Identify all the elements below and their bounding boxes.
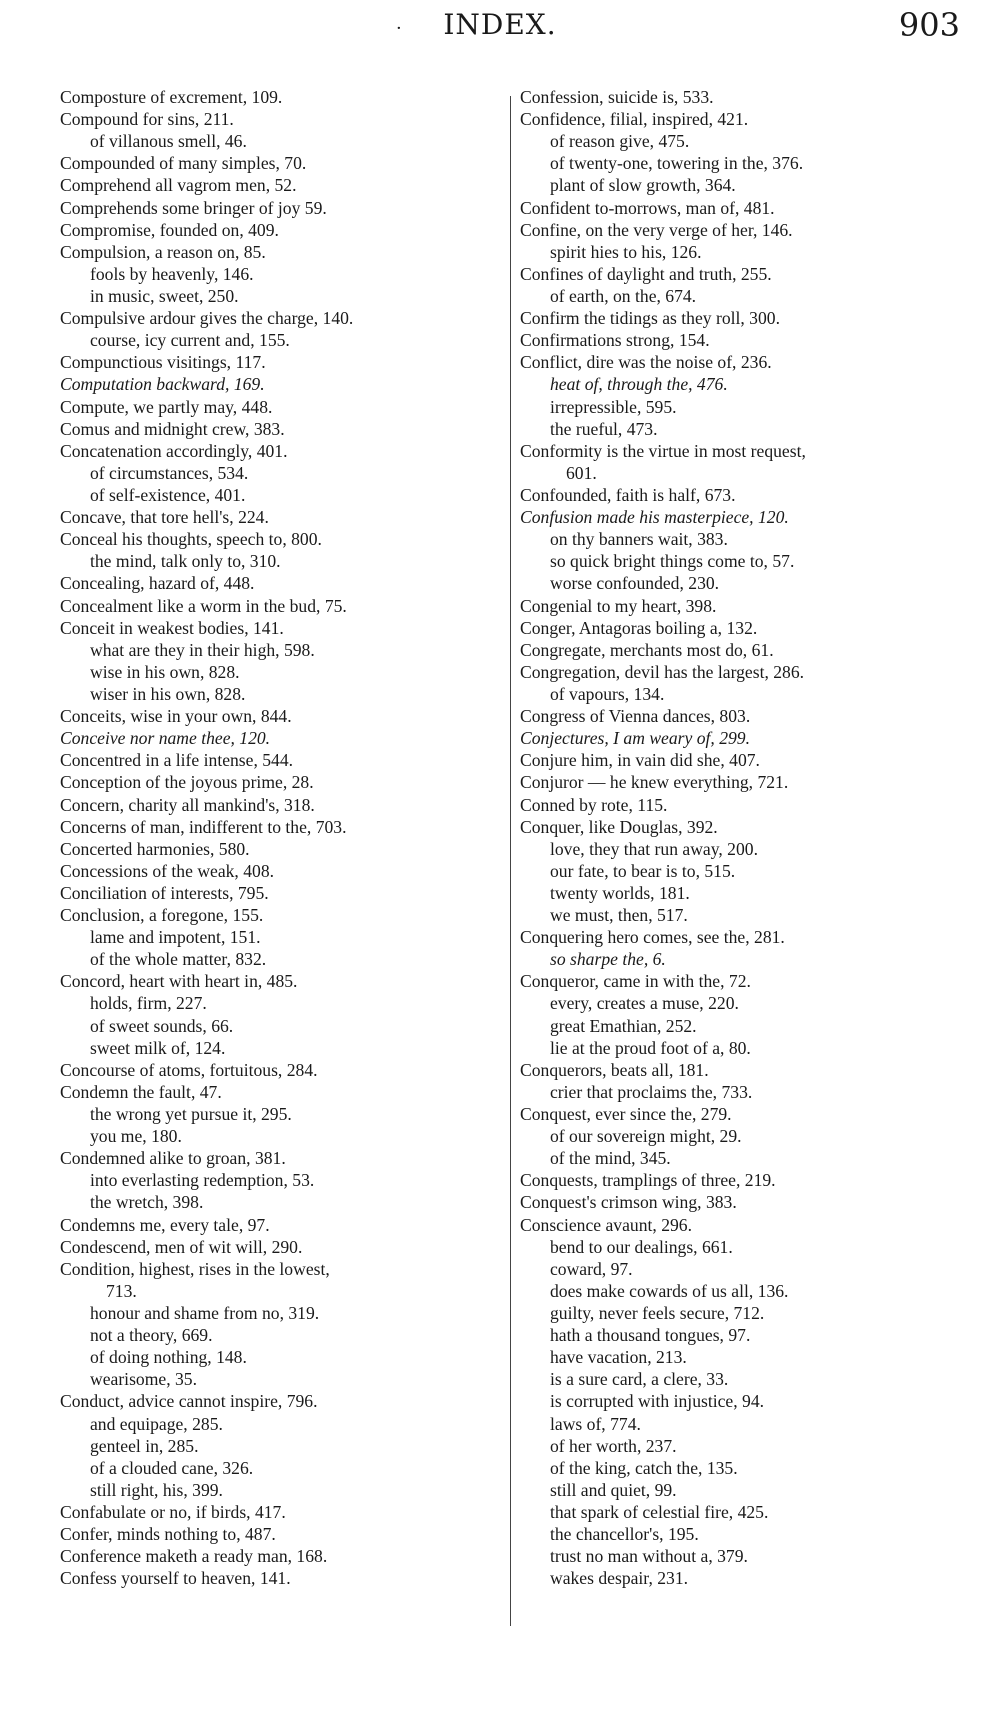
index-subentry: laws of, 774. — [550, 1413, 641, 1434]
index-entry: Confounded, faith is half, 673. — [520, 484, 736, 505]
index-subentry: of our sovereign might, 29. — [550, 1126, 742, 1147]
index-subentry: honour and shame from no, 319. — [90, 1303, 320, 1324]
index-entry: Condemned alike to groan, 381. — [60, 1148, 286, 1169]
index-entry: Conqueror, came in with the, 72. — [520, 971, 751, 992]
index-subentry: not a theory, 669. — [90, 1325, 213, 1346]
index-entry: Confines of daylight and truth, 255. — [520, 263, 772, 284]
index-subentry: twenty worlds, 181. — [550, 882, 690, 903]
index-entry: Conjure him, in vain did she, 407. — [520, 750, 760, 771]
index-subentry: fools by heavenly, 146. — [90, 263, 254, 284]
index-entry: Conduct, advice cannot inspire, 796. — [60, 1391, 318, 1412]
index-subentry: you me, 180. — [90, 1126, 182, 1147]
index-subentry: wearisome, 35. — [90, 1369, 197, 1390]
index-subentry: worse confounded, 230. — [550, 573, 720, 594]
index-entry: Congress of Vienna dances, 803. — [520, 706, 751, 727]
index-subentry: sweet milk of, 124. — [90, 1037, 226, 1058]
right-index-column — [520, 86, 970, 1589]
index-subentry: of the king, catch the, 135. — [550, 1457, 738, 1478]
index-entry: Concessions of the weak, 408. — [60, 860, 275, 881]
index-entry: Conquering hero comes, see the, 281. — [520, 927, 785, 948]
index-entry: Congregation, devil has the largest, 286. — [520, 661, 805, 682]
index-entry: Conference maketh a ready man, 168. — [60, 1546, 328, 1567]
index-entry: Conceal his thoughts, speech to, 800. — [60, 529, 322, 550]
index-subentry: of villanous smell, 46. — [90, 131, 247, 152]
index-subentry: the rueful, 473. — [550, 418, 658, 439]
index-subentry: of twenty-one, towering in the, 376. — [550, 153, 804, 174]
index-subentry: bend to our dealings, 661. — [550, 1236, 733, 1257]
index-entry: Condemns me, every tale, 97. — [60, 1214, 270, 1235]
index-entry: Concave, that tore hell's, 224. — [60, 507, 269, 528]
index-subentry: the wretch, 398. — [90, 1192, 204, 1213]
index-subentry: is corrupted with injustice, 94. — [550, 1391, 765, 1412]
index-entry: Comus and midnight crew, 383. — [60, 418, 285, 439]
index-subentry: great Emathian, 252. — [550, 1015, 697, 1036]
index-entry: Conciliation of interests, 795. — [60, 882, 269, 903]
index-subentry: of the whole matter, 832. — [90, 949, 267, 970]
index-subentry: trust no man without a, 379. — [550, 1546, 748, 1567]
index-entry: Concentred in a life intense, 544. — [60, 750, 294, 771]
index-entry: Compulsion, a reason on, 85. — [60, 241, 266, 262]
index-subentry: love, they that run away, 200. — [550, 838, 758, 859]
index-subentry: and equipage, 285. — [90, 1413, 223, 1434]
index-subentry: of sweet sounds, 66. — [90, 1015, 234, 1036]
index-entry: Conceit in weakest bodies, 141. — [60, 617, 284, 638]
index-entry: Compounded of many simples, 70. — [60, 153, 307, 174]
index-entry: Compromise, founded on, 409. — [60, 219, 279, 240]
index-entry-continuation: 601. — [566, 462, 597, 483]
index-entry: Conformity is the virtue in most request, — [520, 440, 806, 461]
index-subentry: in music, sweet, 250. — [90, 285, 239, 306]
index-subentry: of her worth, 237. — [550, 1435, 677, 1456]
index-entry: Confess yourself to heaven, 141. — [60, 1568, 291, 1589]
index-subentry: course, icy current and, 155. — [90, 330, 290, 351]
index-entry: Conjectures, I am weary of, 299. — [520, 728, 750, 749]
index-entry: Compunctious visitings, 117. — [60, 352, 266, 373]
index-entry: Conflict, dire was the noise of, 236. — [520, 352, 772, 373]
page-number: 903 — [898, 6, 960, 44]
index-entry: Confer, minds nothing to, 487. — [60, 1524, 276, 1545]
index-subentry: does make cowards of us all, 136. — [550, 1280, 789, 1301]
index-entry: Conception of the joyous prime, 28. — [60, 772, 314, 793]
index-subentry: lie at the proud foot of a, 80. — [550, 1037, 751, 1058]
index-entry: Conger, Antagoras boiling a, 132. — [520, 617, 758, 638]
index-subentry: into everlasting redemption, 53. — [90, 1170, 315, 1191]
index-subentry: of reason give, 475. — [550, 131, 690, 152]
index-subentry: of doing nothing, 148. — [90, 1347, 247, 1368]
index-subentry: still right, his, 399. — [90, 1479, 223, 1500]
index-entry: Compute, we partly may, 448. — [60, 396, 273, 417]
index-subentry: we must, then, 517. — [550, 905, 688, 926]
index-entry: Compulsive ardour gives the charge, 140. — [60, 308, 354, 329]
index-subentry: heat of, through the, 476. — [550, 374, 728, 395]
index-entry: Confession, suicide is, 533. — [520, 87, 714, 107]
index-subentry: irrepressible, 595. — [550, 396, 677, 417]
index-entry: Conned by rote, 115. — [520, 794, 668, 815]
index-entry: Comprehend all vagrom men, 52. — [60, 175, 297, 196]
index-entry: Conceive nor name thee, 120. — [60, 728, 271, 749]
index-subentry: every, creates a muse, 220. — [550, 993, 739, 1014]
index-subentry: genteel in, 285. — [90, 1435, 199, 1456]
index-subentry: so sharpe the, 6. — [550, 949, 666, 970]
index-entry: Concerns of man, indifferent to the, 703. — [60, 816, 347, 837]
index-entry: Conceits, wise in your own, 844. — [60, 706, 292, 727]
index-entry: Composture of excrement, 109. — [60, 87, 283, 107]
index-subentry: hath a thousand tongues, 97. — [550, 1325, 751, 1346]
index-entry: Concealing, hazard of, 448. — [60, 573, 255, 594]
index-entry: Confusion made his masterpiece, 120. — [520, 507, 789, 528]
index-subentry: our fate, to bear is to, 515. — [550, 860, 736, 881]
index-entry: Concern, charity all mankind's, 318. — [60, 794, 315, 815]
index-subentry: the mind, talk only to, 310. — [90, 551, 281, 572]
index-entry: Conclusion, a foregone, 155. — [60, 905, 264, 926]
index-entry: Conquer, like Douglas, 392. — [520, 816, 718, 837]
index-subentry: what are they in their high, 598. — [90, 639, 315, 660]
index-entry: Conquerors, beats all, 181. — [520, 1059, 709, 1080]
index-entry: Conquest's crimson wing, 383. — [520, 1192, 737, 1213]
index-entry: Conquests, tramplings of three, 219. — [520, 1170, 776, 1191]
left-index-column — [60, 86, 508, 1589]
index-subentry: of circumstances, 534. — [90, 462, 249, 483]
index-subentry: of the mind, 345. — [550, 1148, 671, 1169]
index-subentry: wakes despair, 231. — [550, 1568, 689, 1589]
index-subentry: of self-existence, 401. — [90, 484, 246, 505]
index-entry: Condition, highest, rises in the lowest, — [60, 1258, 330, 1279]
index-entry: Concerted harmonies, 580. — [60, 838, 250, 859]
column-divider — [510, 96, 511, 1626]
index-subentry: crier that proclaims the, 733. — [550, 1081, 753, 1102]
index-subentry: the wrong yet pursue it, 295. — [90, 1104, 292, 1125]
index-subentry: still and quiet, 99. — [550, 1479, 677, 1500]
index-subentry: so quick bright things come to, 57. — [550, 551, 795, 572]
index-entry: Concourse of atoms, fortuitous, 284. — [60, 1059, 318, 1080]
index-subentry: of a clouded cane, 326. — [90, 1457, 254, 1478]
index-entry: Congregate, merchants most do, 61. — [520, 639, 774, 660]
index-entry: Confidence, filial, inspired, 421. — [520, 109, 749, 130]
index-subentry: that spark of celestial fire, 425. — [550, 1502, 769, 1522]
index-entry: Congenial to my heart, 398. — [520, 595, 717, 616]
index-subentry: plant of slow growth, 364. — [550, 175, 736, 196]
index-entry: Confident to-morrows, man of, 481. — [520, 197, 775, 218]
index-entry: Condemn the fault, 47. — [60, 1081, 222, 1102]
index-subentry: have vacation, 213. — [550, 1347, 687, 1368]
index-entry: Conquest, ever since the, 279. — [520, 1104, 732, 1125]
index-entry: Concatenation accordingly, 401. — [60, 440, 288, 461]
index-subentry: of vapours, 134. — [550, 683, 665, 704]
index-entry: Comprehends some bringer of joy 59. — [60, 197, 327, 218]
index-subentry: on thy banners wait, 383. — [550, 529, 728, 550]
index-subentry: lame and impotent, 151. — [90, 927, 261, 948]
index-subentry: coward, 97. — [550, 1258, 633, 1279]
index-entry: Confirm the tidings as they roll, 300. — [520, 308, 780, 329]
page-title: INDEX. — [443, 8, 557, 41]
index-entry: Compound for sins, 211. — [60, 109, 234, 130]
index-entry: Conscience avaunt, 296. — [520, 1214, 692, 1235]
index-entry: Concord, heart with heart in, 485. — [60, 971, 298, 992]
index-entry-continuation: 713. — [106, 1280, 137, 1301]
index-subentry: the chancellor's, 195. — [550, 1524, 699, 1545]
header-mark: · — [396, 18, 402, 39]
index-subentry: spirit hies to his, 126. — [550, 241, 702, 262]
index-subentry: of earth, on the, 674. — [550, 285, 697, 306]
index-entry: Condescend, men of wit will, 290. — [60, 1236, 303, 1257]
index-entry: Concealment like a worm in the bud, 75. — [60, 595, 347, 616]
index-entry: Confirmations strong, 154. — [520, 330, 710, 351]
index-subentry: holds, firm, 227. — [90, 993, 207, 1014]
index-subentry: wiser in his own, 828. — [90, 683, 246, 704]
index-subentry: wise in his own, 828. — [90, 661, 240, 682]
index-entry: Computation backward, 169. — [60, 374, 265, 395]
index-subentry: is a sure card, a clere, 33. — [550, 1369, 729, 1390]
index-entry: Conjuror — he knew everything, 721. — [520, 772, 789, 793]
index-entry: Confine, on the very verge of her, 146. — [520, 219, 793, 240]
index-subentry: guilty, never feels secure, 712. — [550, 1303, 765, 1324]
index-entry: Confabulate or no, if birds, 417. — [60, 1502, 286, 1522]
